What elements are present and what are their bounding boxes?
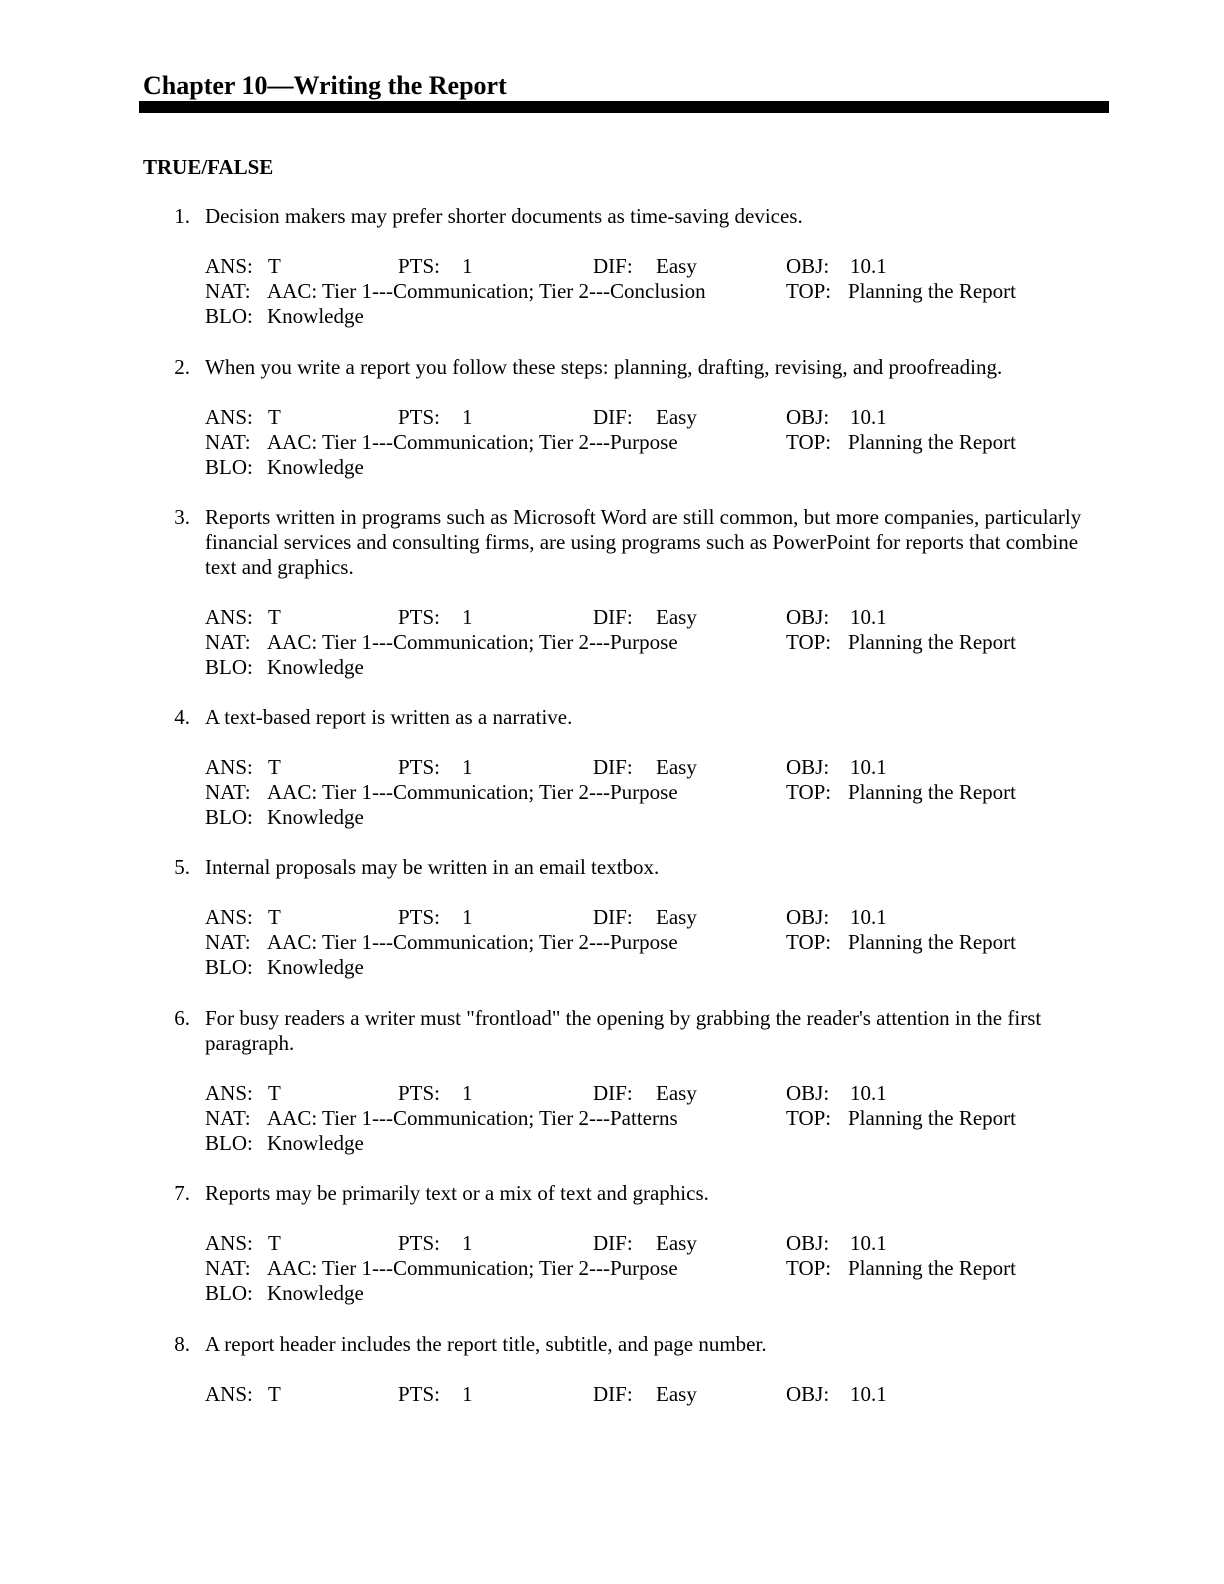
nat-value: AAC: Tier 1---Communication; Tier 2---Purpose: [267, 930, 678, 954]
top-label: TOP:: [786, 430, 832, 454]
metadata-row: [205, 455, 1110, 480]
dif-value: Easy: [656, 1382, 697, 1406]
top-value: Planning the Report: [848, 1106, 1016, 1130]
pts-value: 1: [462, 905, 473, 929]
metadata-row: [205, 755, 1110, 780]
blo-label: BLO:: [205, 655, 253, 679]
obj-value: 10.1: [850, 1231, 887, 1255]
pts-value: 1: [462, 1231, 473, 1255]
answer-metadata: [205, 1382, 1110, 1407]
top-label: TOP:: [786, 1106, 832, 1130]
dif-label: DIF:: [593, 254, 633, 278]
nat-label: NAT:: [205, 630, 251, 654]
ans-label: ANS:: [205, 1081, 253, 1105]
obj-label: OBJ:: [786, 1231, 830, 1255]
pts-value: 1: [462, 1382, 473, 1406]
pts-label: PTS:: [398, 755, 441, 779]
obj-label: OBJ:: [786, 1081, 830, 1105]
dif-label: DIF:: [593, 905, 633, 929]
pts-value: 1: [462, 405, 473, 429]
top-value: Planning the Report: [848, 430, 1016, 454]
question-text: Decision makers may prefer shorter documents as time-saving devices.: [205, 204, 803, 228]
obj-label: OBJ:: [786, 755, 830, 779]
obj-label: OBJ:: [786, 605, 830, 629]
obj-value: 10.1: [850, 405, 887, 429]
metadata-row: [205, 905, 1110, 930]
metadata-row: [205, 655, 1110, 680]
nat-value: AAC: Tier 1---Communication; Tier 2---Conclusion: [267, 279, 706, 303]
metadata-row: [205, 780, 1110, 805]
pts-value: 1: [462, 755, 473, 779]
dif-value: Easy: [656, 1231, 697, 1255]
pts-label: PTS:: [398, 1382, 441, 1406]
ans-value: T: [268, 605, 281, 629]
top-value: Planning the Report: [848, 630, 1016, 654]
obj-value: 10.1: [850, 605, 887, 629]
ans-value: T: [268, 905, 281, 929]
obj-label: OBJ:: [786, 905, 830, 929]
metadata-row: [205, 279, 1110, 304]
top-value: Planning the Report: [848, 279, 1016, 303]
metadata-row: [205, 1281, 1110, 1306]
ans-label: ANS:: [205, 905, 253, 929]
pts-value: 1: [462, 254, 473, 278]
blo-value: Knowledge: [267, 955, 364, 979]
blo-label: BLO:: [205, 1281, 253, 1305]
pts-label: PTS:: [398, 1081, 441, 1105]
top-label: TOP:: [786, 780, 832, 804]
dif-label: DIF:: [593, 1382, 633, 1406]
question-number: 2.: [174, 355, 190, 379]
blo-value: Knowledge: [267, 655, 364, 679]
dif-value: Easy: [656, 405, 697, 429]
pts-value: 1: [462, 605, 473, 629]
question-text: For busy readers a writer must "frontload" the opening by grabbing the reader's attention in the first paragraph.: [205, 1006, 1042, 1055]
question-number: 6.: [174, 1006, 190, 1030]
blo-value: Knowledge: [267, 1281, 364, 1305]
question-text: When you write a report you follow these steps: planning, drafting, revising, and proofreading.: [205, 355, 1003, 379]
metadata-row: [205, 430, 1110, 455]
question-text: Internal proposals may be written in an email textbox.: [205, 855, 660, 879]
nat-label: NAT:: [205, 780, 251, 804]
pts-label: PTS:: [398, 1231, 441, 1255]
top-value: Planning the Report: [848, 780, 1016, 804]
blo-value: Knowledge: [267, 455, 364, 479]
ans-label: ANS:: [205, 1231, 253, 1255]
obj-value: 10.1: [850, 1081, 887, 1105]
answer-metadata: [205, 605, 1110, 680]
metadata-row: [205, 1131, 1110, 1156]
metadata-row: [205, 304, 1110, 329]
metadata-row: [205, 605, 1110, 630]
dif-label: DIF:: [593, 1081, 633, 1105]
answer-metadata: [205, 1231, 1110, 1306]
dif-label: DIF:: [593, 605, 633, 629]
top-label: TOP:: [786, 930, 832, 954]
pts-value: 1: [462, 1081, 473, 1105]
obj-label: OBJ:: [786, 1382, 830, 1406]
blo-label: BLO:: [205, 955, 253, 979]
question-number: 8.: [174, 1332, 190, 1356]
answer-metadata: [205, 755, 1110, 830]
top-value: Planning the Report: [848, 1256, 1016, 1280]
blo-label: BLO:: [205, 455, 253, 479]
metadata-row: [205, 254, 1110, 279]
pts-label: PTS:: [398, 254, 441, 278]
metadata-row: [205, 630, 1110, 655]
metadata-row: [205, 405, 1110, 430]
ans-value: T: [268, 254, 281, 278]
answer-metadata: [205, 405, 1110, 480]
dif-value: Easy: [656, 755, 697, 779]
question-number: 4.: [174, 705, 190, 729]
nat-value: AAC: Tier 1---Communication; Tier 2---Purpose: [267, 430, 678, 454]
nat-label: NAT:: [205, 1256, 251, 1280]
ans-value: T: [268, 1231, 281, 1255]
ans-label: ANS:: [205, 254, 253, 278]
ans-label: ANS:: [205, 605, 253, 629]
dif-value: Easy: [656, 605, 697, 629]
metadata-row: [205, 955, 1110, 980]
nat-value: AAC: Tier 1---Communication; Tier 2---Purpose: [267, 780, 678, 804]
ans-value: T: [268, 405, 281, 429]
answer-metadata: [205, 254, 1110, 329]
question-number: 1.: [174, 204, 190, 228]
chapter-title: Chapter 10—Writing the Report: [143, 71, 507, 100]
dif-value: Easy: [656, 1081, 697, 1105]
question-number: 3.: [174, 505, 190, 529]
dif-value: Easy: [656, 905, 697, 929]
section-heading: TRUE/FALSE: [143, 155, 274, 179]
obj-label: OBJ:: [786, 254, 830, 278]
nat-label: NAT:: [205, 930, 251, 954]
metadata-row: [205, 930, 1110, 955]
question-number: 7.: [174, 1181, 190, 1205]
metadata-row: [205, 1081, 1110, 1106]
obj-value: 10.1: [850, 755, 887, 779]
top-label: TOP:: [786, 279, 832, 303]
metadata-row: [205, 1256, 1110, 1281]
blo-value: Knowledge: [267, 805, 364, 829]
top-label: TOP:: [786, 630, 832, 654]
ans-label: ANS:: [205, 755, 253, 779]
top-label: TOP:: [786, 1256, 832, 1280]
nat-value: AAC: Tier 1---Communication; Tier 2---Patterns: [267, 1106, 678, 1130]
nat-value: AAC: Tier 1---Communication; Tier 2---Purpose: [267, 1256, 678, 1280]
ans-value: T: [268, 1081, 281, 1105]
question-text: Reports may be primarily text or a mix of text and graphics.: [205, 1181, 709, 1205]
nat-label: NAT:: [205, 1106, 251, 1130]
nat-label: NAT:: [205, 430, 251, 454]
dif-value: Easy: [656, 254, 697, 278]
obj-label: OBJ:: [786, 405, 830, 429]
obj-value: 10.1: [850, 905, 887, 929]
metadata-row: [205, 1382, 1110, 1407]
nat-value: AAC: Tier 1---Communication; Tier 2---Purpose: [267, 630, 678, 654]
blo-label: BLO:: [205, 805, 253, 829]
dif-label: DIF:: [593, 405, 633, 429]
ans-value: T: [268, 755, 281, 779]
dif-label: DIF:: [593, 1231, 633, 1255]
question-text: Reports written in programs such as Microsoft Word are still common, but more companies, particularly financial services and consulting firms, are using programs such as PowerPoint for reports that combine text and graphics.: [205, 505, 1082, 579]
blo-label: BLO:: [205, 1131, 253, 1155]
title-rule: [139, 101, 1109, 113]
obj-value: 10.1: [850, 254, 887, 278]
ans-label: ANS:: [205, 405, 253, 429]
answer-metadata: [205, 1081, 1110, 1156]
blo-value: Knowledge: [267, 304, 364, 328]
ans-value: T: [268, 1382, 281, 1406]
pts-label: PTS:: [398, 605, 441, 629]
question-text: A report header includes the report title, subtitle, and page number.: [205, 1332, 767, 1356]
nat-label: NAT:: [205, 279, 251, 303]
ans-label: ANS:: [205, 1382, 253, 1406]
metadata-row: [205, 1231, 1110, 1256]
answer-metadata: [205, 905, 1110, 980]
metadata-row: [205, 805, 1110, 830]
obj-value: 10.1: [850, 1382, 887, 1406]
top-value: Planning the Report: [848, 930, 1016, 954]
pts-label: PTS:: [398, 405, 441, 429]
metadata-row: [205, 1106, 1110, 1131]
blo-label: BLO:: [205, 304, 253, 328]
question-number: 5.: [174, 855, 190, 879]
pts-label: PTS:: [398, 905, 441, 929]
dif-label: DIF:: [593, 755, 633, 779]
question-text: A text-based report is written as a narrative.: [205, 705, 573, 729]
blo-value: Knowledge: [267, 1131, 364, 1155]
